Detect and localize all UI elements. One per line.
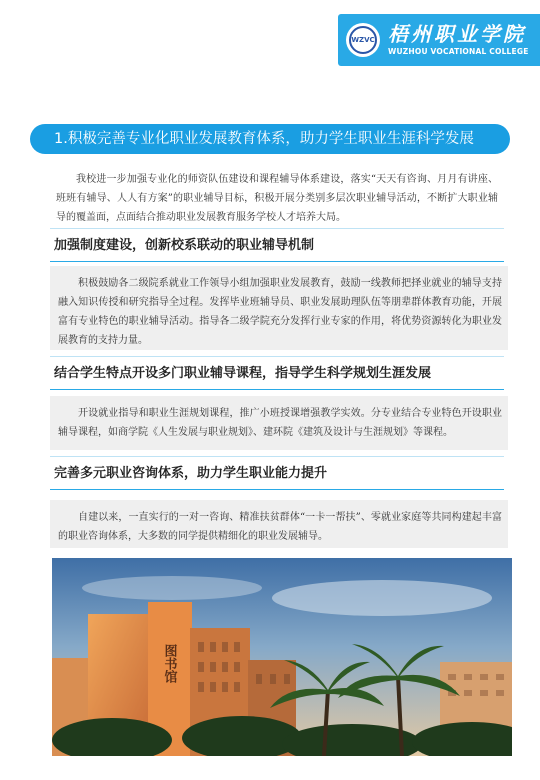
library-sign: 图书馆	[161, 644, 177, 683]
section-body-2: 开设就业指导和职业生涯规划课程，推广小班授课增强教学实效。分专业结合专业特色开设职业辅导课程，如商学院《人生发展与职业规划》、建环院《建筑及设计与生涯规划》等课程。	[50, 396, 508, 450]
seal-text: WZVC	[349, 26, 377, 54]
section-heading-3: 完善多元职业咨询体系，助力学生职业能力提升	[50, 462, 504, 490]
section-body-1: 积极鼓励各二级院系就业工作领导小组加强职业发展教育，鼓励一线教师把择业就业的辅导支持融入知识传授和研究指导全过程。发挥毕业班辅导员、职业发展助理队伍等朋辈群体教育功能，开展富有专业特色的职业辅导活动。指导各二级学院充分发挥行业专家的作用，将优势资源转化为职业发展教育的支持力量。	[50, 266, 508, 350]
campus-library-photo	[52, 558, 512, 756]
section-heading-1: 加强制度建设，创新校系联动的职业辅导机制	[50, 234, 504, 262]
college-logo-banner	[338, 14, 540, 66]
intro-paragraph: 我校进一步加强专业化的师资队伍建设和课程辅导体系建设，落实“天天有咨询、月月有讲座、班班有辅导、人人有方案”的职业辅导目标，积极开展分类别多层次职业辅导活动，不断扩大职业辅导的覆盖面，点面结合推动职业发展教育服务学校人才培养大局。	[56, 174, 498, 223]
main-title: 1.积极完善专业化职业发展教育体系，助力学生职业生涯科学发展	[30, 124, 510, 154]
logo-text	[388, 22, 529, 58]
section-body-3: 自建以来，一直实行的一对一咨询、精准扶贫群体“一卡一帮扶”、零就业家庭等共同构建起丰富的职业咨询体系，大多数的同学提供精细化的职业发展辅导。	[50, 500, 508, 548]
college-seal-icon	[346, 23, 380, 57]
college-name-en: WUZHOU VOCATIONAL COLLEGE	[388, 47, 529, 56]
section-heading-2: 结合学生特点开设多门职业辅导课程，指导学生科学规划生涯发展	[50, 362, 504, 390]
college-name-cn: 梧州职业学院	[388, 22, 526, 46]
